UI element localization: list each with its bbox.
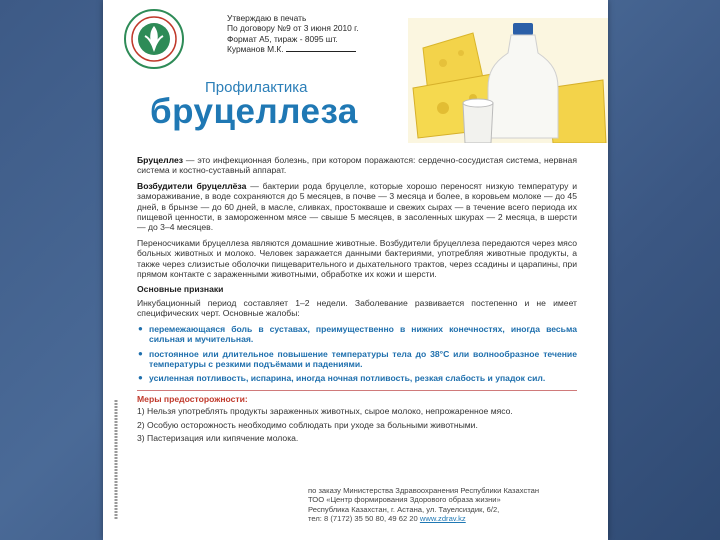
footer-line-2: ТОО «Центр формирования Здорового образа жизни» (308, 495, 501, 505)
approval-line-3: Формат А5, тираж - 8095 шт. (227, 33, 338, 44)
paragraph-carriers: Переносчиками бруцеллеза являются домашние животные. Возбудители бруцеллеза передаются через мясо больных животных и молоко. Человек заражается данными бактериями, употребляя животные продукты, а также через слизистые оболочки пищеварительного и дыхательного трактов, через ссадины и царапины, при прямом контакте с зараженными животными, обработке их кожи и шерсти. (137, 237, 577, 280)
prevention-item: 1) Нельзя употреблять продукты зараженных животных, сырое молоко, непрожаренное мясо. (137, 406, 513, 417)
footer-line-1: по заказу Министерства Здравоохранения Республики Казахстан (308, 486, 540, 495)
approval-signer (227, 44, 359, 54)
publisher-footer (308, 486, 578, 524)
symptom-item: ● постоянное или длительное повышение температуры тела до 38°С или волнообразное течение температуры с резкими подъёмами и падениями. (149, 349, 577, 370)
paragraph-pathogens (137, 181, 577, 233)
leaflet-title: бруцеллеза (150, 92, 358, 131)
symptoms-intro: Инкубационный период составляет 1–2 недели. Заболевание развивается постепенно и не имеет специфических черт. Основные жалобы: (137, 297, 577, 319)
definition-text: — это инфекционная болезнь, при котором поражаются: сердечно-сосудистая система, нервная система и костно-суставный аппарат. (137, 155, 577, 176)
health-leaflet (103, 0, 608, 540)
leaflet-subtitle: Профилактика (205, 79, 308, 96)
milk-glass-icon (463, 99, 493, 143)
symptom-item: ● усиленная потливость, испарина, иногда ночная потливость, резкая слабость и упадок сил. (149, 373, 577, 383)
signature-line (286, 45, 356, 52)
symptoms-heading: Основные признаки (137, 284, 224, 295)
term-pathogens: Возбудители бруцеллёза (137, 180, 247, 191)
prevention-list (137, 406, 577, 443)
footer-line-4 (308, 514, 578, 523)
leaflet-body (137, 155, 577, 446)
prevention-heading: Меры предосторожности: (137, 390, 577, 404)
footer-website-link[interactable]: www.zdrav.kz (419, 514, 466, 524)
emblem-logo-icon (123, 8, 185, 70)
pathogens-text: — бактерии рода бруцелле, которые хорошо переносят низкую температуру и замораживание, в воде сохраняются до 5 месяцев, в почве — 3 месяца и более, в коровьем молоке — до 45 дней, в брынзе — до 60 дней, в масле, сливках, простокваше и свежих сырах — в течение всего периода их пищевой ценности, в замороженном мясе — свыше 5 месяцев, в засоленных шкурах — 2 месяца, в шерсти — до 3–4 месяцев. (137, 180, 577, 233)
signer-name: Курманов М.К. (227, 44, 284, 55)
approval-line-1: Утверждаю в печать (227, 13, 307, 23)
dairy-products-art (403, 18, 608, 143)
prevention-item: 2) Особую осторожность необходимо соблюдать при уходе за больными животными. (137, 419, 478, 430)
symptoms-list (137, 324, 577, 384)
approval-block (227, 13, 359, 55)
footer-phone: тел: 8 (7172) 35 50 80, 49 62 20 (308, 514, 418, 524)
term-brucellosis: Бруцеллез (137, 155, 184, 165)
footer-line-3: Республика Казахстан, г. Астана, ул. Тауелсиздик, 6/2, (308, 504, 500, 514)
prevention-item: 3) Пастеризация или кипячение молока. (137, 432, 299, 443)
symptom-item: ● перемежающаяся боль в суставах, преимущественно в нижних конечностях, иногда весьма сильная и мучительная. (149, 324, 577, 345)
approval-line-2: По договору №9 от 3 июня 2010 г. (227, 23, 359, 34)
paragraph-definition (137, 155, 577, 176)
vertical-print-note (111, 400, 121, 520)
